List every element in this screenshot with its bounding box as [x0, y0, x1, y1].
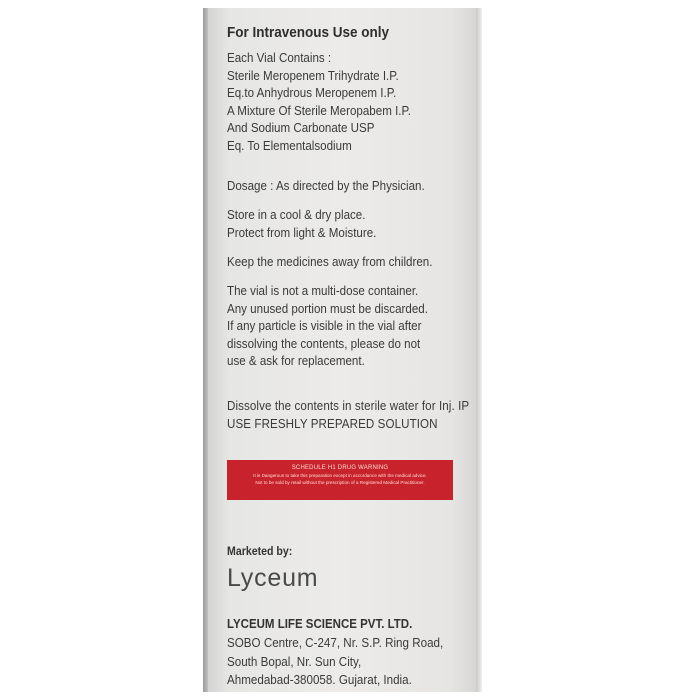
- address-line: SOBO Centre, C-247, Nr. S.P. Ring Road,: [227, 636, 444, 650]
- vial-note-line: dissolving the contents, please do not: [227, 336, 421, 351]
- children-warning-line: Keep the medicines away from children.: [227, 255, 433, 269]
- composition-line: Eq. To Elementalsodium: [227, 138, 352, 153]
- lyceum-logo: Lyceum: [227, 564, 319, 592]
- address-line: South Bopal, Nr. Sun City,: [227, 654, 362, 669]
- reconstitution-line: Dissolve the contents in sterile water for Inj. IP: [227, 399, 470, 413]
- vial-note-line: Any unused portion must be discarded.: [227, 301, 428, 316]
- warning-title: SCHEDULE H1 DRUG WARNING: [291, 465, 389, 471]
- storage-line: Protect from light & Moisture.: [227, 225, 377, 240]
- storage-line: Store in a cool & dry place.: [227, 208, 366, 222]
- medicine-carton: [208, 8, 478, 692]
- company-name: LYCEUM LIFE SCIENCE PVT. LTD.: [227, 617, 413, 631]
- composition-line: And Sodium Carbonate USP: [227, 121, 375, 135]
- storage-block: [227, 207, 376, 242]
- reconstitution-line: USE FRESHLY PREPARED SOLUTION: [227, 416, 438, 431]
- reconstitution-block: [227, 398, 469, 433]
- carton-right-edge: [476, 8, 482, 692]
- schedule-h1-warning-box: [227, 460, 453, 500]
- children-warning: [227, 254, 432, 272]
- warning-line: Not to be sold by retail without the prescription of a Registered Medical Practitioner.: [255, 480, 425, 485]
- address-line: Ahmedabad-380058. Gujarat, India.: [227, 673, 412, 687]
- dosage-text: [227, 178, 425, 196]
- composition-block: [227, 50, 411, 155]
- vial-notes-block: [227, 283, 428, 371]
- vial-note-line: The vial is not a multi-dose container.: [227, 284, 419, 298]
- warning-line: It is Dangerous to take this preparation except in accordance with the medical advice.: [253, 473, 427, 478]
- composition-line: Each Vial Contains :: [227, 51, 332, 65]
- usage-heading: For Intravenous Use only: [227, 24, 390, 41]
- vial-note-line: use & ask for replacement.: [227, 354, 365, 368]
- composition-line: A Mixture Of Sterile Meropabem I.P.: [227, 103, 411, 118]
- marketed-by-label: Marketed by:: [227, 546, 293, 558]
- composition-line: Eq.to Anhydrous Meropenem I.P.: [227, 86, 397, 100]
- company-address: [227, 634, 443, 690]
- composition-line: Sterile Meropenem Trihydrate I.P.: [227, 68, 399, 83]
- vial-note-line: If any particle is visible in the vial after: [227, 319, 422, 333]
- dosage-line: Dosage : As directed by the Physician.: [227, 179, 425, 193]
